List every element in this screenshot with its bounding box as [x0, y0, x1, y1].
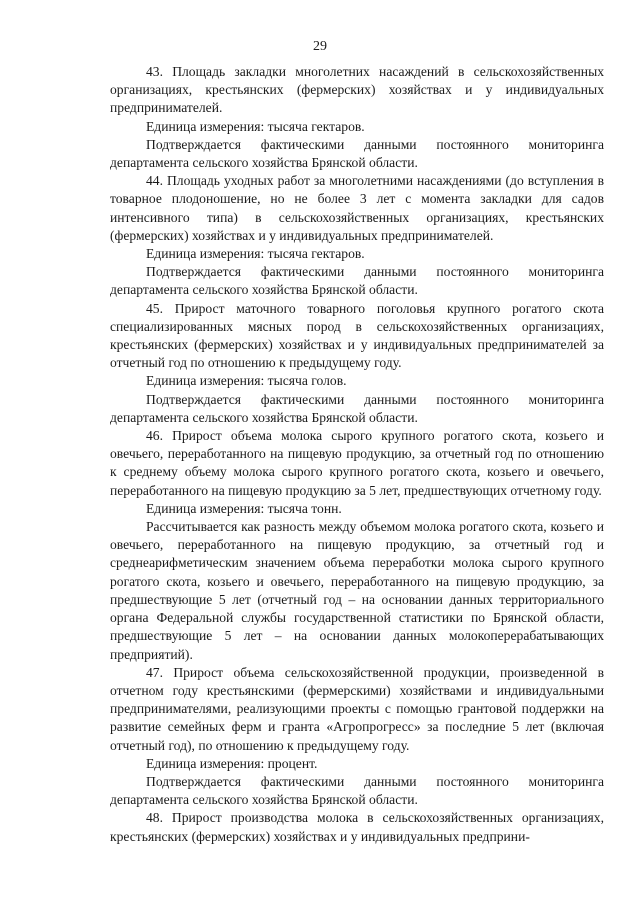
document-body: [110, 63, 604, 846]
page-number: 29: [313, 39, 327, 54]
confirmation-45: Подтверждается фактическими данными постоянного мониторинга департамента сельского хозяйства Брянской области.: [110, 391, 604, 425]
paragraph-48: 48. Прирост производства молока в сельскохозяйственных организациях, крестьянских (фермерских) хозяйствах и у индивидуальных предприни-: [110, 810, 604, 844]
unit-of-measure-43: Единица измерения: тысяча гектаров.: [146, 118, 365, 134]
unit-of-measure-45: Единица измерения: тысяча голов.: [146, 373, 347, 389]
confirmation-47: Подтверждается фактическими данными постоянного мониторинга департамента сельского хозяйства Брянской области.: [110, 773, 604, 808]
paragraph-44: 44. Площадь уходных работ за многолетними насаждениями (до вступления в товарное плодоношение, но не более 3 лет с момента закладки для садов интенсивного типа) в сельскохозяйственных организациях, крестьянских (фермерских) хозяйствах и у индивидуальных предпринимателей.: [110, 173, 604, 243]
paragraph-43: 43. Площадь закладки многолетних насаждений в сельскохозяйственных организациях, крестьянских (фермерских) хозяйствах и у индивидуальных предпринимателей.: [110, 64, 604, 116]
unit-of-measure-47: Единица измерения: процент.: [146, 755, 318, 771]
paragraph-47: 47. Прирост объема сельскохозяйственной продукции, произведенной в отчетном году крестьянскими (фермерскими) хозяйствами и индивидуальными предпринимателями, реализующими проекты с помощью грантовой поддержки на развитие семейных ферм и гранта «Агропрогресс» за последние 5 лет (включая отчетный год), по отношению к предыдущему году.: [110, 664, 604, 753]
calculation-46: Рассчитывается как разность между объемом молока рогатого скота, козьего и овечьего, переработанного на пищевую продукцию, за отчетный год и среднеарифметическим значением объема переработки молока сырого крупного рогатого скота, козьего и овечьего, переработанного на пищевую продукцию, за предшествующие 5 лет (отчетный год – на основании данных территориального органа Федеральной службы государственной статистики по Брянской области, предшествующие 5 лет – на основании данных молокоперерабатывающих предприятий).: [110, 519, 604, 662]
paragraph-45: 45. Прирост маточного товарного поголовья крупного рогатого скота специализированных мясных пород в сельскохозяйственных организациях, крестьянских (фермерских) хозяйствах и у индивидуальных предпринимателей за отчетный год по отношению к предыдущему году.: [110, 300, 604, 371]
unit-of-measure-44: Единица измерения: тысяча гектаров.: [146, 246, 365, 262]
unit-of-measure-46: Единица измерения: тысяча тонн.: [146, 500, 342, 516]
confirmation-44: Подтверждается фактическими данными постоянного мониторинга департамента сельского хозяйства Брянской области.: [110, 264, 604, 298]
confirmation-43: Подтверждается фактическими данными постоянного мониторинга департамента сельского хозяйства Брянской области.: [110, 136, 604, 171]
paragraph-46: 46. Прирост объема молока сырого крупного рогатого скота, козьего и овечьего, переработанного на пищевую продукцию, за отчетный год по отношению к среднему объему молока сырого крупного рогатого скота, козьего и овечьего, переработанного на пищевую продукцию за 5 лет, предшествующих отчетному году.: [110, 428, 604, 498]
